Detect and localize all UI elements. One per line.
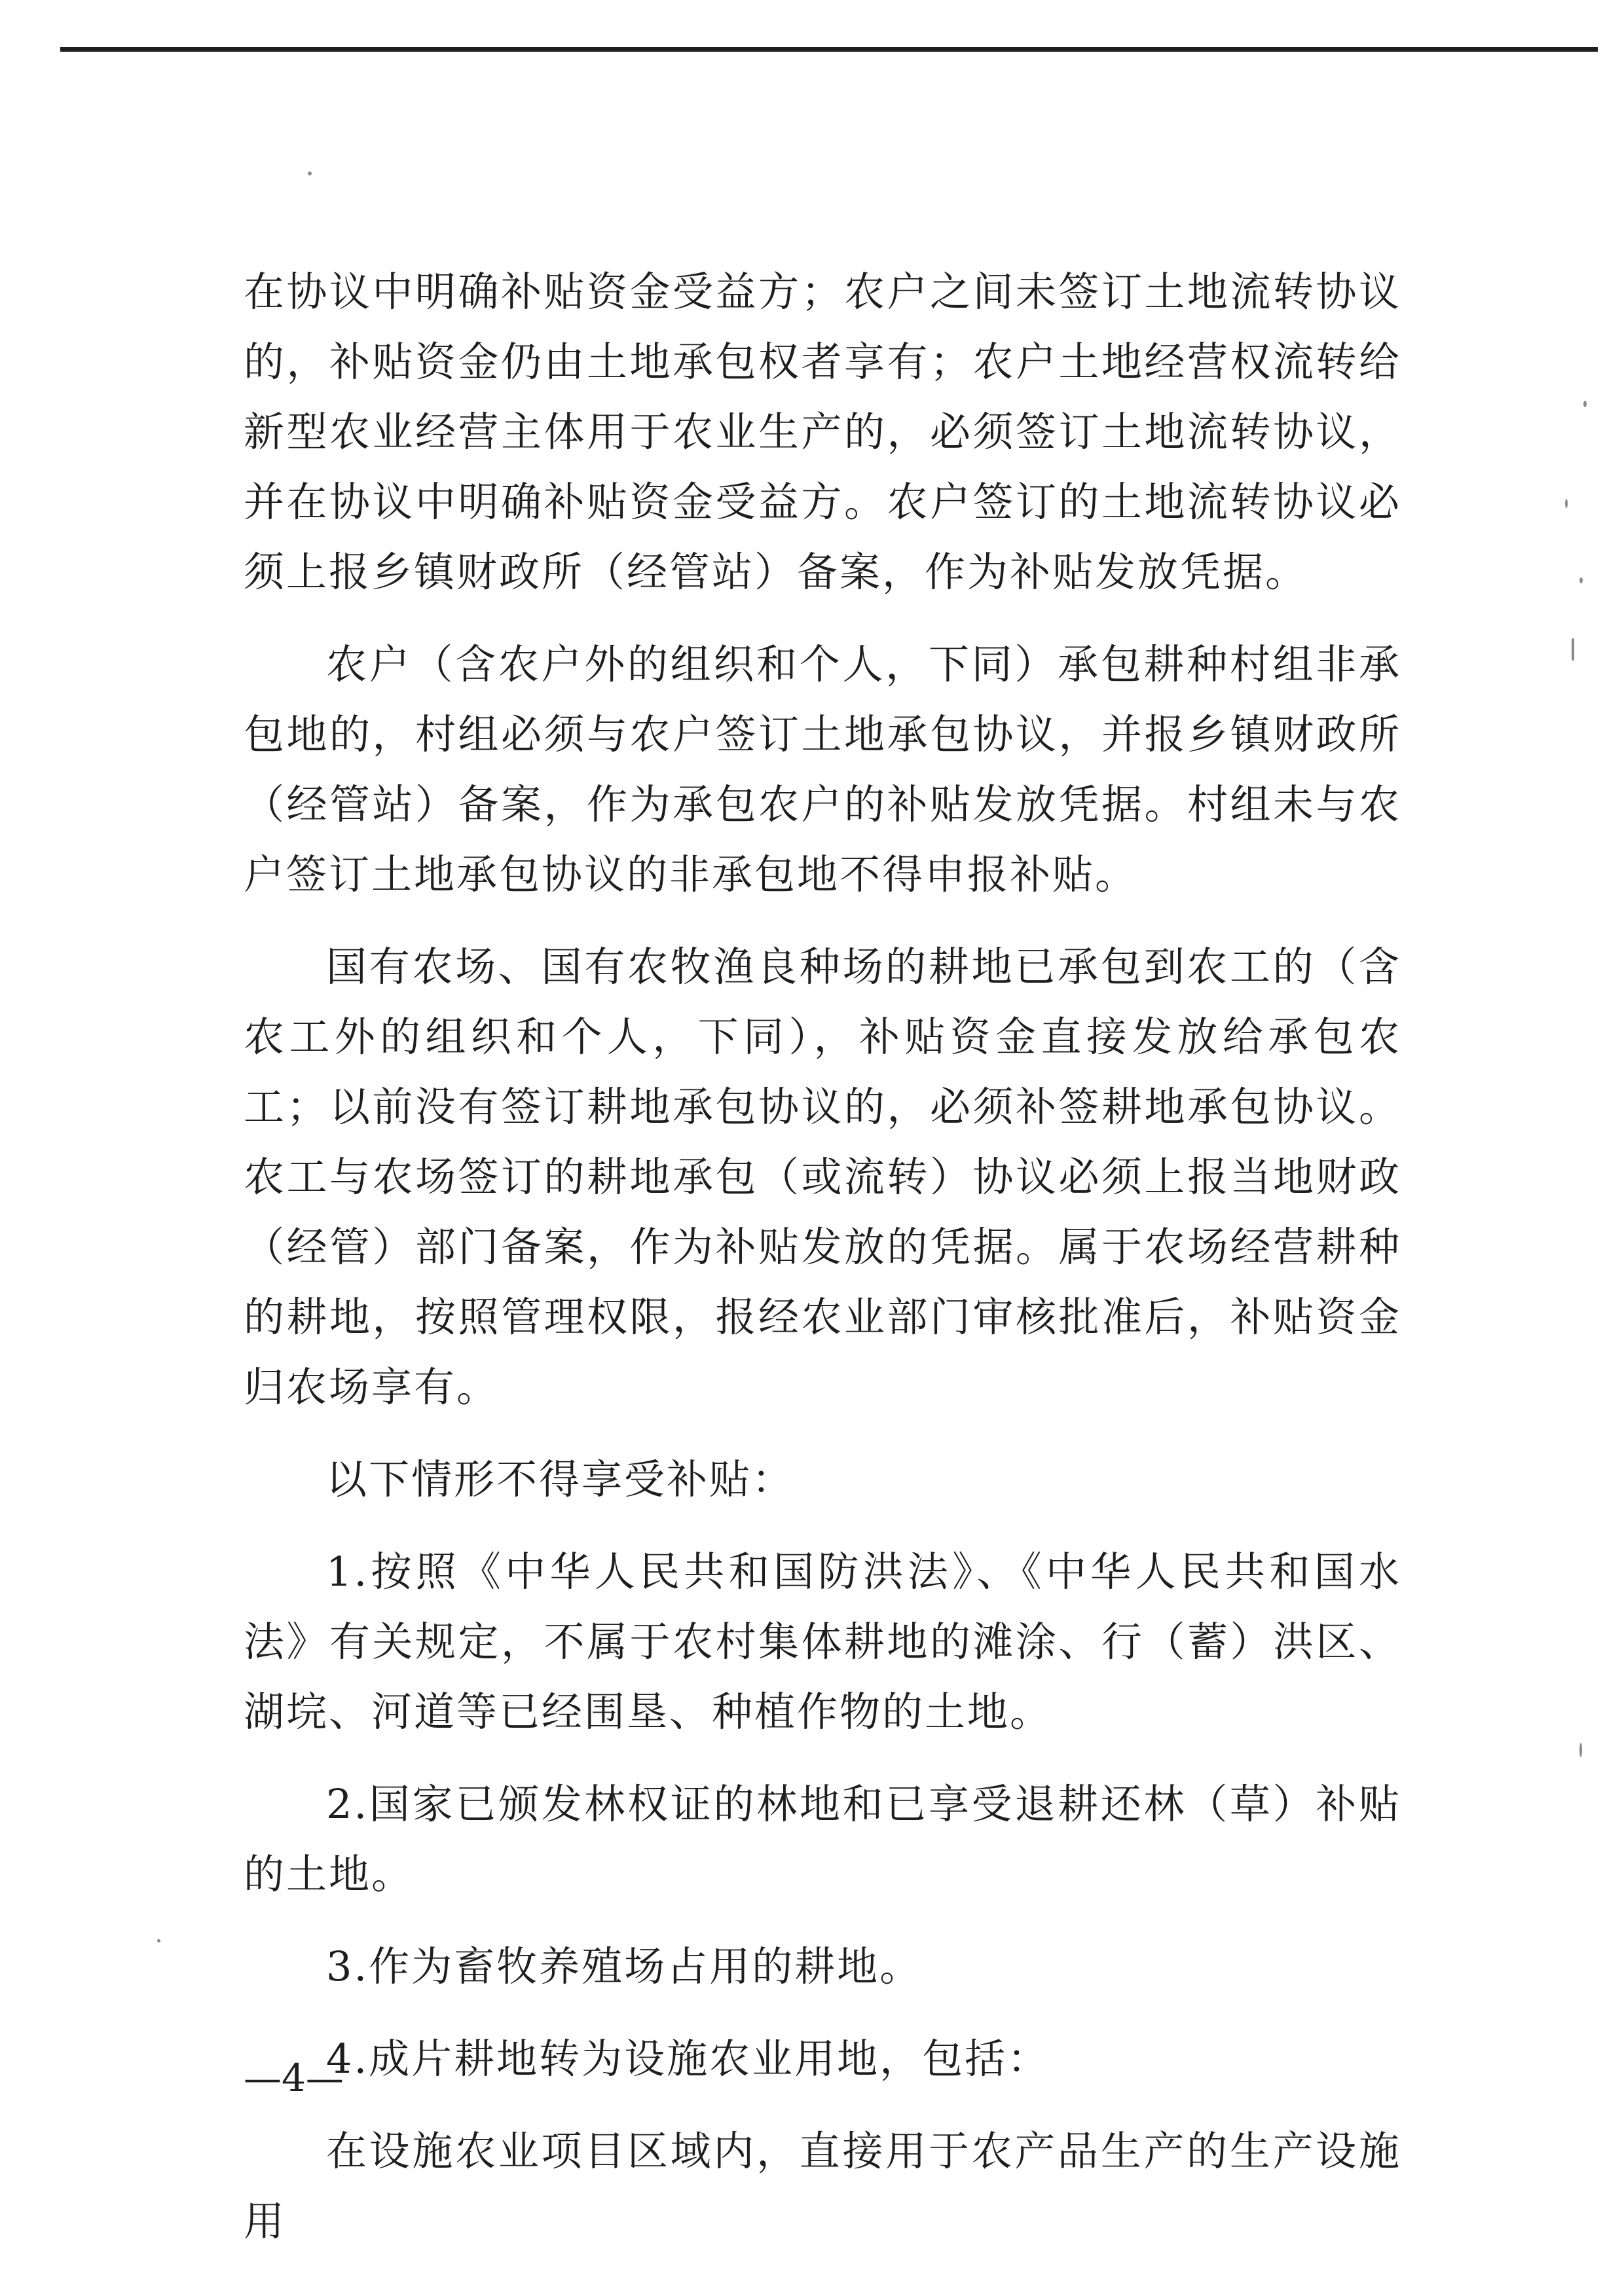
document-body (244, 257, 1401, 2256)
top-rule (60, 47, 1598, 52)
paragraph-7: 3.作为畜牧养殖场占用的耕地。 (326, 1942, 923, 1990)
scan-speck (1565, 499, 1568, 508)
paragraph-2: 农户（含农户外的组织和个人，下同）承包耕种村组非承包地的，村组必须与农户签订土地承包协议，并报乡镇财政所（经管站）备案，作为承包农户的补贴发放凭据。村组未与农户签订土地承包协议的非承包地不得申报补贴。 (244, 640, 1401, 898)
scan-speck (308, 172, 312, 175)
paragraph-6: 2.国家已颁发林权证的林地和已享受退耕还林（草）补贴的土地。 (244, 1780, 1401, 1898)
paragraph-5: 1.按照《中华人民共和国防洪法》、《中华人民共和国水法》有关规定，不属于农村集体耕地的滩涂、行（蓄）洪区、湖垸、河道等已经围垦、种植作物的土地。 (244, 1548, 1401, 1736)
paragraph-4: 以下情形不得享受补贴： (326, 1455, 795, 1503)
paragraph-3: 国有农场、国有农牧渔良种场的耕地已承包到农工的（含农工外的组织和个人，下同），补贴资金直接发放给承包农工；以前没有签订耕地承包协议的，必须补签耕地承包协议。农工与农场签订的耕地承包（或流转）协议必须上报当地财政（经管）部门备案，作为补贴发放的凭据。属于农场经营耕种的耕地，按照管理权限，报经农业部门审核批准后，补贴资金归农场享有。 (244, 943, 1401, 1411)
scan-speck (1572, 638, 1574, 661)
scan-speck (157, 1939, 160, 1942)
paragraph-1: 在协议中明确补贴资金受益方；农户之间未签订土地流转协议的，补贴资金仍由土地承包权者享有；农户土地经营权流转给新型农业经营主体用于农业生产的，必须签订土地流转协议，并在协议中明确补贴资金受益方。农户签订的土地流转协议必须上报乡镇财政所（经管站）备案，作为补贴发放凭据。 (244, 268, 1401, 596)
page-number: —4— (244, 2056, 344, 2100)
scan-speck (1583, 401, 1587, 407)
paragraph-9: 在设施农业项目区域内，直接用于农产品生产的生产设施用 (244, 2127, 1401, 2245)
scan-speck (1579, 577, 1583, 583)
scan-speck (1579, 1743, 1582, 1757)
paragraph-8: 4.成片耕地转为设施农业用地，包括： (326, 2035, 1050, 2083)
